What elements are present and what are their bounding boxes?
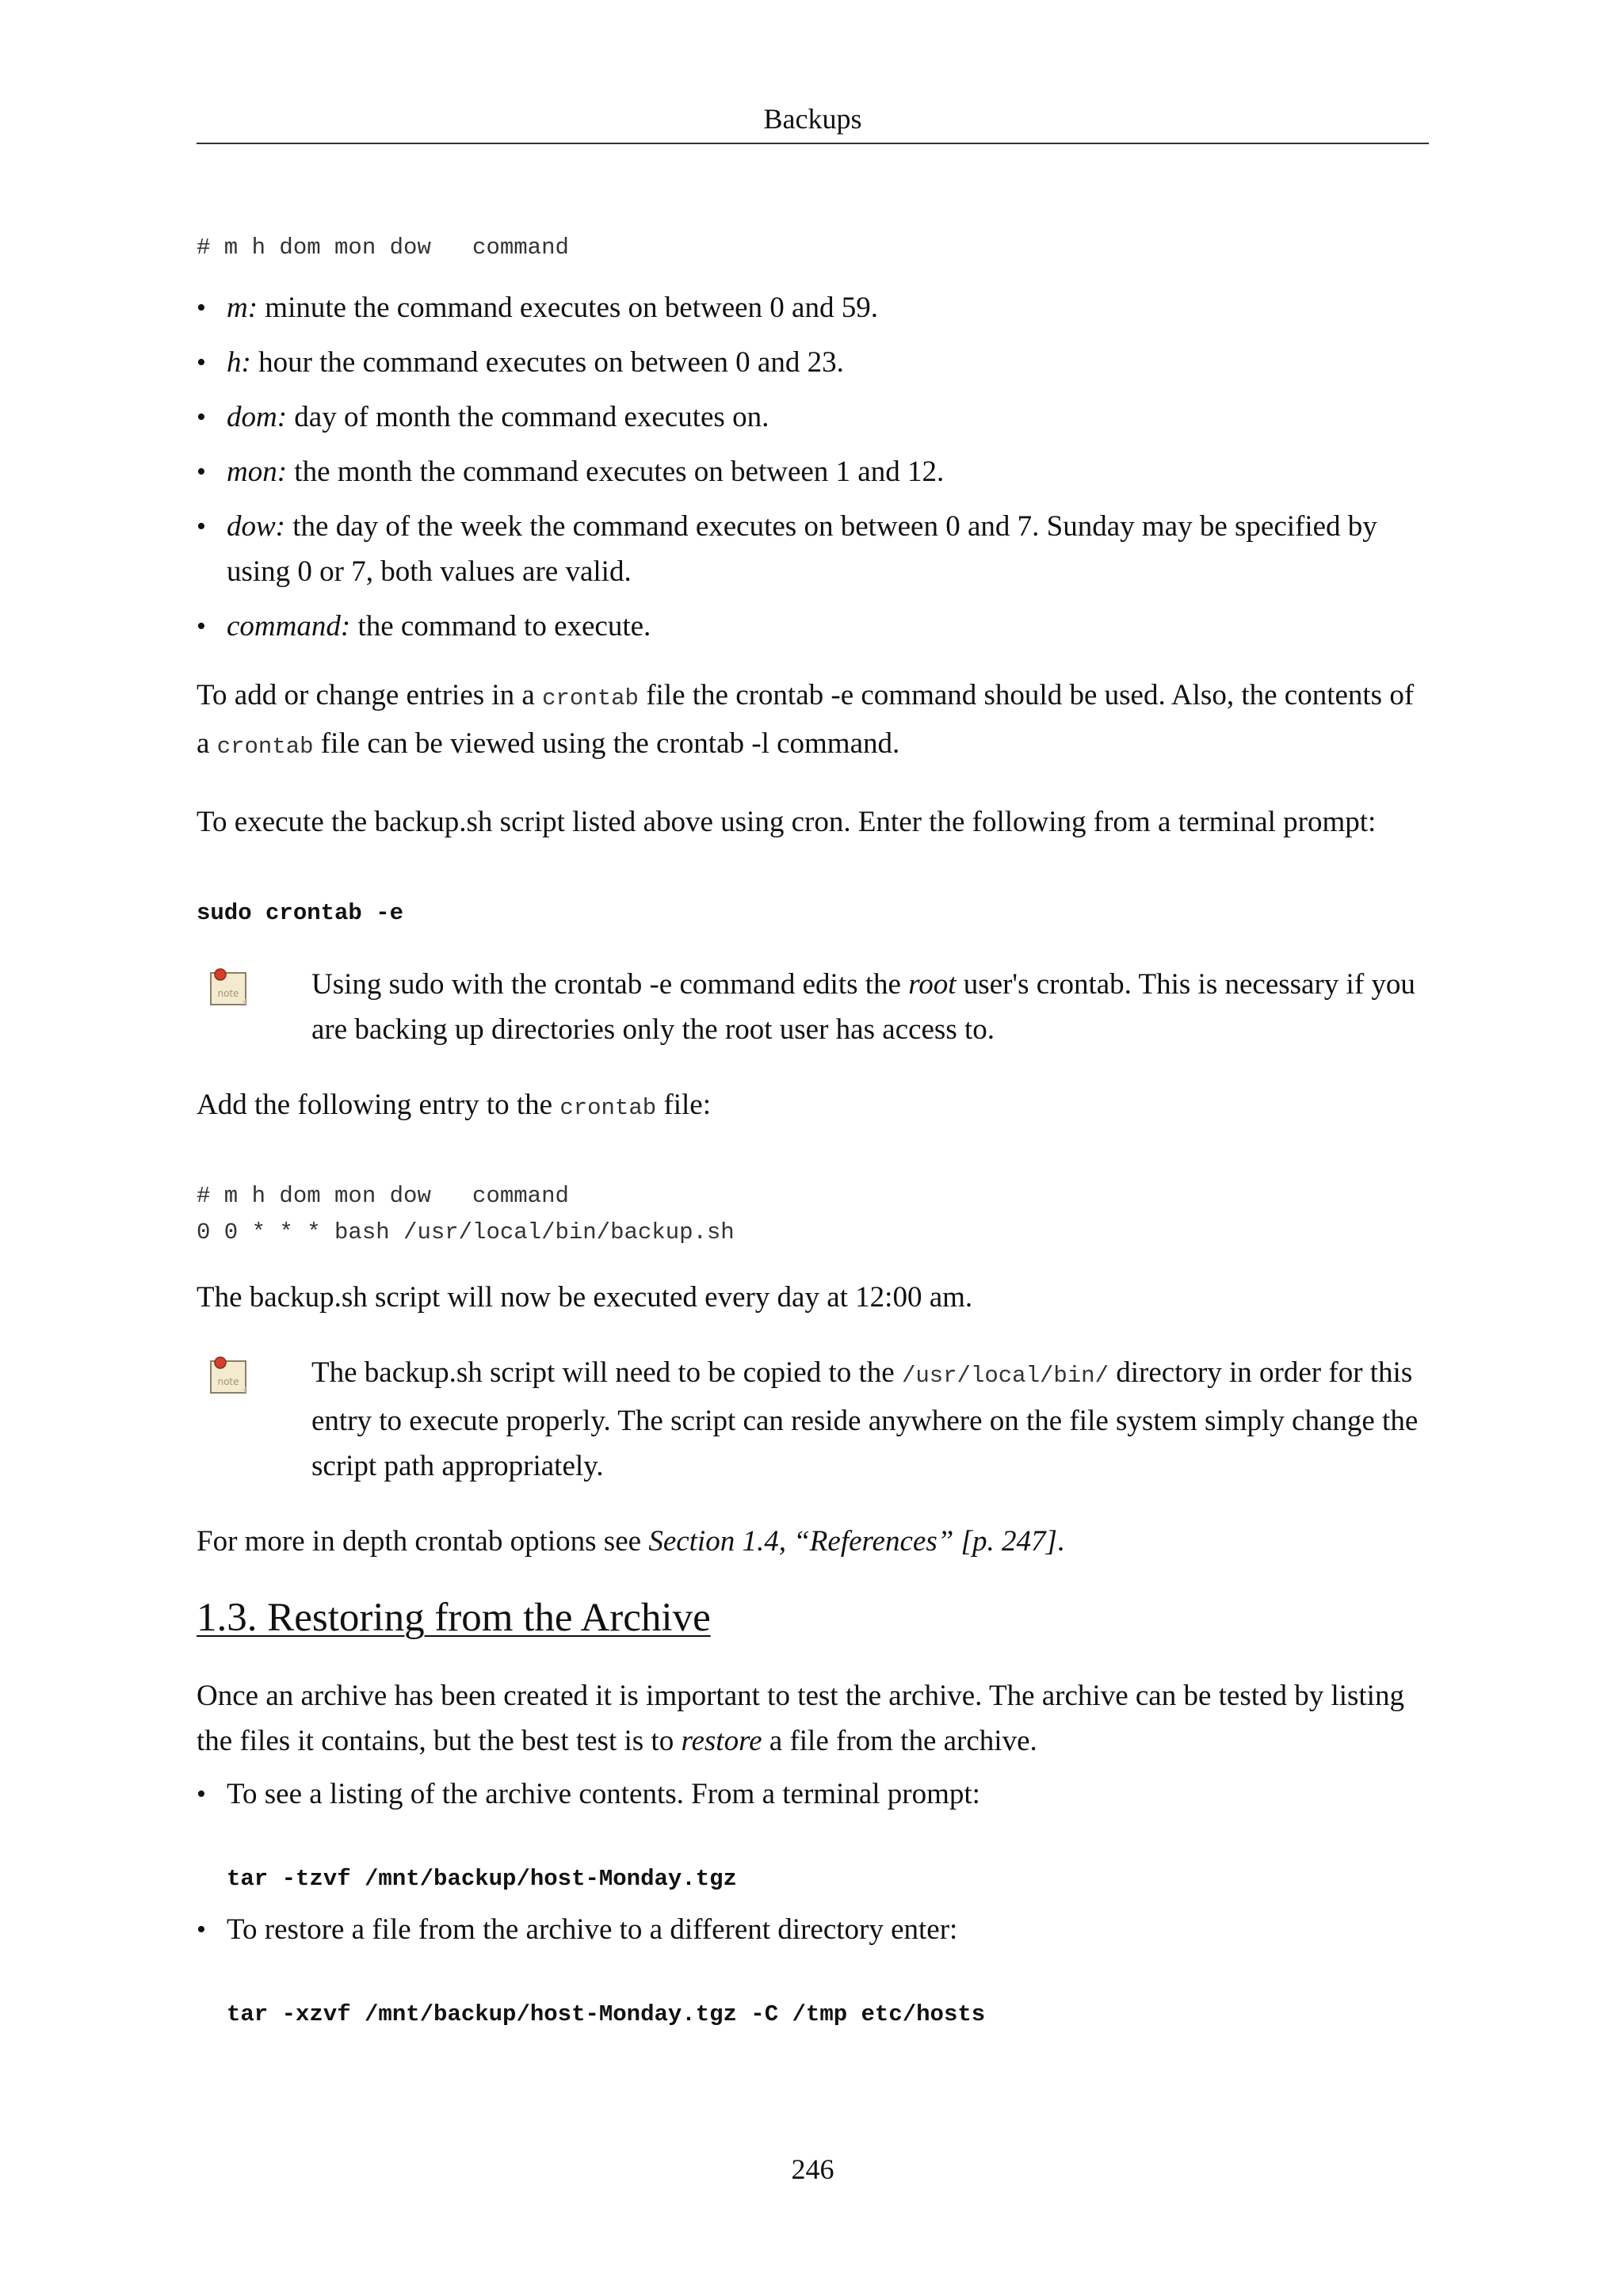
text: To add or change entries in a [197,679,543,711]
field-desc: the day of the week the command executes on between 0 and 7. Sunday may be specified by using 0 or 7, both values are valid. [227,510,1377,588]
field-term: dom: [227,401,288,433]
field-term: h: [227,346,251,379]
running-header: Backups [763,103,862,135]
page-content [197,230,1429,2033]
cron-header-code: # m h dom mon dow command [197,235,569,261]
text: For more in depth crontab options see [197,1525,649,1558]
cron-header-code: # m h dom mon dow command [197,1183,569,1209]
inline-code: crontab [559,1095,657,1121]
command-tar-restore: tar -xzvf /mnt/backup/host-Monday.tgz -C /tmp etc/hosts [227,2001,986,2027]
text: file: [656,1089,711,1121]
cron-entry-code: 0 0 * * * bash /usr/local/bin/backup.sh [197,1219,735,1245]
emphasis: root [908,968,957,1001]
list-item [197,504,1429,594]
step-text: To see a listing of the archive contents. From a terminal prompt: [227,1778,980,1810]
note-box [197,1350,1429,1489]
note-text [311,962,1429,1052]
command-tar-list: tar -tzvf /mnt/backup/host-Monday.tgz [227,1866,737,1892]
field-term: mon: [227,456,288,488]
header-rule [197,143,1429,144]
text: file the crontab -e command should be used. Also, the contents of a [197,679,1415,760]
step-text: To restore a file from the archive to a different directory enter: [227,1913,958,1946]
text: Add the following entry to the [197,1089,560,1121]
text: The backup.sh script will need to be copied to the [311,1356,902,1389]
field-term: dow: [227,510,285,543]
section-heading: 1.3. Restoring from the Archive [197,1596,711,1640]
list-item [197,340,1429,385]
list-item [197,395,1429,440]
field-desc: the command to execute. [350,610,651,643]
note-icon [208,1355,250,1396]
text: user's crontab. This is necessary if you are backing up directories only the root user has access to. [311,968,1415,1046]
text: a file from the archive. [762,1725,1037,1757]
emphasis: restore [681,1725,762,1757]
field-term: m: [227,292,258,324]
paragraph-crontab-edit [197,673,1429,769]
note-icon-label: note [217,988,239,999]
text: Once an archive has been created it is important to test the archive. The archive can be tested by listing the files it contains, but the best test is to [197,1680,1404,1757]
cross-reference-link[interactable]: Section 1.4, “References” [p. 247] [648,1525,1057,1558]
list-item [197,1772,1429,1897]
paragraph-execute: To execute the backup.sh script listed above using cron. Enter the following from a terminal prompt: [197,806,1377,838]
text: directory in order for this entry to execute properly. The script can reside anywhere on the file system simply change the script path appropriately. [311,1356,1419,1482]
list-item [197,604,1429,649]
field-desc: the month the command executes on between 1 and 12. [287,456,945,488]
paragraph-restore [197,1673,1429,1764]
field-desc: hour the command executes on between 0 and 23. [250,346,844,379]
field-desc: minute the command executes on between 0 and 59. [258,292,878,324]
note-box [197,962,1429,1052]
command-sudo-crontab: sudo crontab -e [197,900,404,926]
list-item [197,285,1429,330]
text: . [1056,1525,1065,1558]
restore-steps-list [197,1772,1429,2033]
field-desc: day of month the command executes on. [287,401,769,433]
cron-fields-list [197,285,1429,649]
paragraph-more-options [197,1519,1429,1564]
inline-code: crontab [542,685,639,711]
note-text [311,1350,1429,1489]
page-number: 246 [791,2153,834,2185]
list-item [197,1907,1429,2033]
paragraph-daily: The backup.sh script will now be executed every day at 12:00 am. [197,1281,973,1314]
list-item [197,449,1429,494]
field-term: command: [227,610,351,643]
note-icon [208,967,250,1008]
note-icon-label: note [217,1376,239,1387]
inline-code: crontab [216,734,314,760]
text: file can be viewed using the crontab -l command. [313,727,900,760]
paragraph-add-entry [197,1082,1429,1131]
text: Using sudo with the crontab -e command edits the [311,968,909,1001]
inline-code: /usr/local/bin/ [901,1363,1109,1389]
